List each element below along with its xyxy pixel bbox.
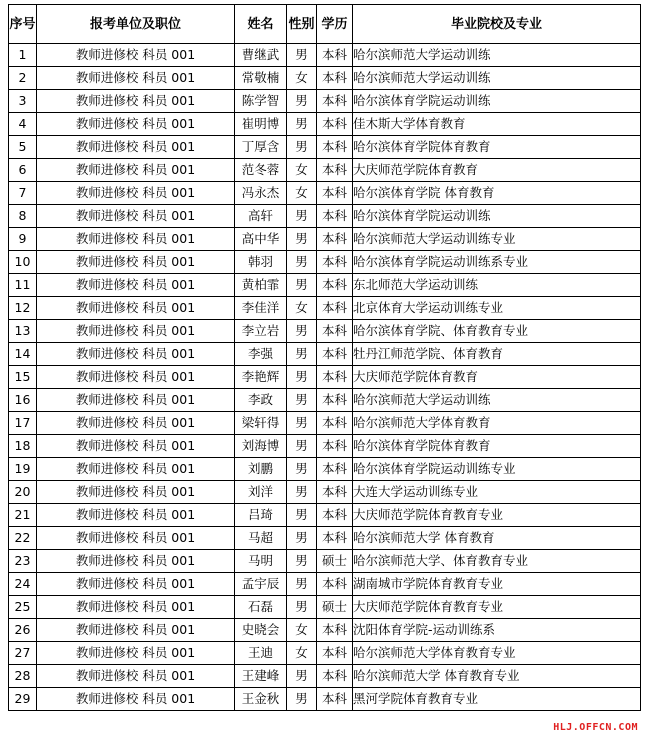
- cell-edu: 本科: [317, 274, 353, 297]
- table-row: [9, 504, 641, 527]
- cell-name: 冯永杰: [235, 182, 287, 205]
- table-row: [9, 67, 641, 90]
- cell-seq: 7: [9, 182, 37, 205]
- cell-edu: 本科: [317, 412, 353, 435]
- cell-gender: 女: [287, 297, 317, 320]
- cell-gender: 女: [287, 619, 317, 642]
- table-row: [9, 274, 641, 297]
- table-row: [9, 366, 641, 389]
- cell-unit: 教师进修校 科员 001: [37, 527, 235, 550]
- cell-school: 大庆师范学院体育教育专业: [353, 596, 641, 619]
- cell-seq: 21: [9, 504, 37, 527]
- cell-gender: 男: [287, 44, 317, 67]
- cell-seq: 12: [9, 297, 37, 320]
- table-row: [9, 665, 641, 688]
- cell-school: 哈尔滨师范大学体育教育专业: [353, 642, 641, 665]
- cell-school: 哈尔滨师范大学运动训练: [353, 67, 641, 90]
- cell-seq: 24: [9, 573, 37, 596]
- cell-school: 哈尔滨师范大学运动训练: [353, 389, 641, 412]
- cell-school: 哈尔滨体育学院、体育教育专业: [353, 320, 641, 343]
- cell-gender: 男: [287, 688, 317, 711]
- header-school: 毕业院校及专业: [353, 5, 641, 44]
- table-row: [9, 412, 641, 435]
- cell-gender: 男: [287, 573, 317, 596]
- cell-name: 王迪: [235, 642, 287, 665]
- cell-seq: 26: [9, 619, 37, 642]
- header-seq: 序号: [9, 5, 37, 44]
- cell-unit: 教师进修校 科员 001: [37, 251, 235, 274]
- cell-edu: 本科: [317, 527, 353, 550]
- table-row: [9, 343, 641, 366]
- cell-edu: 本科: [317, 159, 353, 182]
- cell-edu: 本科: [317, 297, 353, 320]
- site-watermark: HLJ.OFFCN.COM: [553, 722, 638, 733]
- table-row: [9, 481, 641, 504]
- table-row: [9, 205, 641, 228]
- cell-edu: 本科: [317, 665, 353, 688]
- cell-name: 李强: [235, 343, 287, 366]
- cell-school: 湖南城市学院体育教育专业: [353, 573, 641, 596]
- cell-gender: 男: [287, 366, 317, 389]
- cell-school: 沈阳体育学院-运动训练系: [353, 619, 641, 642]
- cell-name: 李艳辉: [235, 366, 287, 389]
- cell-school: 牡丹江师范学院、体育教育: [353, 343, 641, 366]
- cell-school: 大连大学运动训练专业: [353, 481, 641, 504]
- cell-seq: 4: [9, 113, 37, 136]
- cell-seq: 9: [9, 228, 37, 251]
- cell-school: 大庆师范学院体育教育专业: [353, 504, 641, 527]
- table-row: [9, 159, 641, 182]
- cell-edu: 本科: [317, 320, 353, 343]
- cell-name: 刘洋: [235, 481, 287, 504]
- cell-seq: 19: [9, 458, 37, 481]
- header-gender: 性别: [287, 5, 317, 44]
- table-row: [9, 389, 641, 412]
- cell-unit: 教师进修校 科员 001: [37, 159, 235, 182]
- cell-school: 哈尔滨体育学院运动训练系专业: [353, 251, 641, 274]
- cell-unit: 教师进修校 科员 001: [37, 136, 235, 159]
- cell-gender: 男: [287, 481, 317, 504]
- cell-edu: 本科: [317, 435, 353, 458]
- cell-gender: 男: [287, 320, 317, 343]
- cell-gender: 女: [287, 67, 317, 90]
- cell-unit: 教师进修校 科员 001: [37, 297, 235, 320]
- cell-seq: 11: [9, 274, 37, 297]
- cell-name: 刘海博: [235, 435, 287, 458]
- cell-unit: 教师进修校 科员 001: [37, 665, 235, 688]
- cell-unit: 教师进修校 科员 001: [37, 619, 235, 642]
- cell-name: 刘鹏: [235, 458, 287, 481]
- cell-seq: 29: [9, 688, 37, 711]
- cell-edu: 本科: [317, 366, 353, 389]
- cell-edu: 本科: [317, 251, 353, 274]
- cell-unit: 教师进修校 科员 001: [37, 90, 235, 113]
- header-name: 姓名: [235, 5, 287, 44]
- cell-name: 黄柏霏: [235, 274, 287, 297]
- cell-school: 佳木斯大学体育教育: [353, 113, 641, 136]
- cell-gender: 男: [287, 596, 317, 619]
- cell-edu: 本科: [317, 688, 353, 711]
- cell-name: 梁轩得: [235, 412, 287, 435]
- cell-seq: 5: [9, 136, 37, 159]
- cell-gender: 男: [287, 527, 317, 550]
- cell-name: 孟宇辰: [235, 573, 287, 596]
- cell-gender: 男: [287, 435, 317, 458]
- cell-gender: 男: [287, 136, 317, 159]
- cell-school: 哈尔滨师范大学、体育教育专业: [353, 550, 641, 573]
- cell-gender: 男: [287, 412, 317, 435]
- cell-school: 哈尔滨师范大学 体育教育: [353, 527, 641, 550]
- cell-edu: 本科: [317, 458, 353, 481]
- cell-name: 范冬蓉: [235, 159, 287, 182]
- cell-edu: 本科: [317, 182, 353, 205]
- cell-unit: 教师进修校 科员 001: [37, 435, 235, 458]
- cell-name: 王建峰: [235, 665, 287, 688]
- cell-gender: 男: [287, 665, 317, 688]
- cell-seq: 1: [9, 44, 37, 67]
- cell-edu: 本科: [317, 90, 353, 113]
- table-row: [9, 619, 641, 642]
- cell-school: 哈尔滨体育学院运动训练: [353, 90, 641, 113]
- cell-unit: 教师进修校 科员 001: [37, 550, 235, 573]
- cell-school: 大庆师范学院体育教育: [353, 159, 641, 182]
- cell-seq: 8: [9, 205, 37, 228]
- cell-name: 吕琦: [235, 504, 287, 527]
- cell-seq: 27: [9, 642, 37, 665]
- table-row: [9, 136, 641, 159]
- cell-edu: 本科: [317, 389, 353, 412]
- cell-seq: 25: [9, 596, 37, 619]
- cell-edu: 本科: [317, 113, 353, 136]
- cell-gender: 女: [287, 182, 317, 205]
- cell-school: 大庆师范学院体育教育: [353, 366, 641, 389]
- cell-school: 哈尔滨师范大学 体育教育专业: [353, 665, 641, 688]
- cell-school: 哈尔滨师范大学运动训练专业: [353, 228, 641, 251]
- table-row: [9, 688, 641, 711]
- cell-edu: 本科: [317, 504, 353, 527]
- cell-seq: 13: [9, 320, 37, 343]
- cell-gender: 男: [287, 205, 317, 228]
- cell-edu: 本科: [317, 573, 353, 596]
- cell-name: 高中华: [235, 228, 287, 251]
- cell-name: 李政: [235, 389, 287, 412]
- header-row: [9, 5, 641, 44]
- cell-school: 哈尔滨体育学院体育教育: [353, 435, 641, 458]
- cell-seq: 3: [9, 90, 37, 113]
- cell-gender: 男: [287, 90, 317, 113]
- cell-school: 哈尔滨体育学院运动训练: [353, 205, 641, 228]
- candidate-table: [8, 4, 641, 711]
- cell-unit: 教师进修校 科员 001: [37, 320, 235, 343]
- cell-school: 哈尔滨体育学院 体育教育: [353, 182, 641, 205]
- cell-unit: 教师进修校 科员 001: [37, 182, 235, 205]
- cell-unit: 教师进修校 科员 001: [37, 688, 235, 711]
- cell-name: 高轩: [235, 205, 287, 228]
- cell-gender: 男: [287, 458, 317, 481]
- cell-name: 李立岩: [235, 320, 287, 343]
- cell-unit: 教师进修校 科员 001: [37, 573, 235, 596]
- cell-gender: 男: [287, 274, 317, 297]
- cell-gender: 男: [287, 251, 317, 274]
- cell-gender: 男: [287, 504, 317, 527]
- cell-name: 丁厚含: [235, 136, 287, 159]
- cell-edu: 硕士: [317, 550, 353, 573]
- cell-unit: 教师进修校 科员 001: [37, 366, 235, 389]
- cell-edu: 本科: [317, 642, 353, 665]
- cell-name: 陈学智: [235, 90, 287, 113]
- cell-name: 李佳洋: [235, 297, 287, 320]
- cell-gender: 女: [287, 159, 317, 182]
- cell-unit: 教师进修校 科员 001: [37, 596, 235, 619]
- cell-gender: 男: [287, 113, 317, 136]
- cell-seq: 28: [9, 665, 37, 688]
- cell-name: 韩羽: [235, 251, 287, 274]
- cell-gender: 男: [287, 228, 317, 251]
- cell-name: 马明: [235, 550, 287, 573]
- cell-unit: 教师进修校 科员 001: [37, 458, 235, 481]
- cell-unit: 教师进修校 科员 001: [37, 389, 235, 412]
- cell-edu: 本科: [317, 343, 353, 366]
- cell-seq: 22: [9, 527, 37, 550]
- cell-seq: 16: [9, 389, 37, 412]
- table-row: [9, 596, 641, 619]
- cell-gender: 男: [287, 389, 317, 412]
- cell-unit: 教师进修校 科员 001: [37, 481, 235, 504]
- cell-edu: 本科: [317, 205, 353, 228]
- cell-unit: 教师进修校 科员 001: [37, 67, 235, 90]
- cell-name: 马超: [235, 527, 287, 550]
- cell-seq: 14: [9, 343, 37, 366]
- cell-gender: 男: [287, 343, 317, 366]
- table-row: [9, 297, 641, 320]
- table-row: [9, 113, 641, 136]
- cell-name: 史晓会: [235, 619, 287, 642]
- cell-school: 北京体育大学运动训练专业: [353, 297, 641, 320]
- cell-school: 黑河学院体育教育专业: [353, 688, 641, 711]
- cell-school: 哈尔滨体育学院运动训练专业: [353, 458, 641, 481]
- header-edu: 学历: [317, 5, 353, 44]
- cell-school: 哈尔滨师范大学运动训练: [353, 44, 641, 67]
- cell-edu: 本科: [317, 481, 353, 504]
- cell-edu: 本科: [317, 67, 353, 90]
- cell-unit: 教师进修校 科员 001: [37, 504, 235, 527]
- cell-school: 东北师范大学运动训练: [353, 274, 641, 297]
- cell-gender: 男: [287, 550, 317, 573]
- cell-name: 王金秋: [235, 688, 287, 711]
- cell-unit: 教师进修校 科员 001: [37, 274, 235, 297]
- header-unit: 报考单位及职位: [37, 5, 235, 44]
- cell-unit: 教师进修校 科员 001: [37, 343, 235, 366]
- cell-unit: 教师进修校 科员 001: [37, 412, 235, 435]
- table-row: [9, 228, 641, 251]
- cell-unit: 教师进修校 科员 001: [37, 113, 235, 136]
- table-row: [9, 573, 641, 596]
- cell-seq: 15: [9, 366, 37, 389]
- table-row: [9, 90, 641, 113]
- cell-name: 常敬楠: [235, 67, 287, 90]
- cell-seq: 18: [9, 435, 37, 458]
- cell-seq: 6: [9, 159, 37, 182]
- table-row: [9, 642, 641, 665]
- cell-edu: 本科: [317, 44, 353, 67]
- table-row: [9, 182, 641, 205]
- cell-unit: 教师进修校 科员 001: [37, 228, 235, 251]
- cell-unit: 教师进修校 科员 001: [37, 44, 235, 67]
- cell-seq: 23: [9, 550, 37, 573]
- cell-edu: 本科: [317, 136, 353, 159]
- table-row: [9, 527, 641, 550]
- cell-edu: 硕士: [317, 596, 353, 619]
- table-row: [9, 320, 641, 343]
- cell-unit: 教师进修校 科员 001: [37, 642, 235, 665]
- cell-seq: 2: [9, 67, 37, 90]
- cell-school: 哈尔滨师范大学体育教育: [353, 412, 641, 435]
- cell-school: 哈尔滨体育学院体育教育: [353, 136, 641, 159]
- cell-name: 曹继武: [235, 44, 287, 67]
- cell-edu: 本科: [317, 228, 353, 251]
- table-row: [9, 251, 641, 274]
- cell-gender: 女: [287, 642, 317, 665]
- cell-name: 崔明博: [235, 113, 287, 136]
- table-row: [9, 550, 641, 573]
- table-row: [9, 435, 641, 458]
- table-row: [9, 458, 641, 481]
- table-row: [9, 44, 641, 67]
- cell-seq: 17: [9, 412, 37, 435]
- cell-seq: 20: [9, 481, 37, 504]
- cell-unit: 教师进修校 科员 001: [37, 205, 235, 228]
- cell-seq: 10: [9, 251, 37, 274]
- cell-name: 石磊: [235, 596, 287, 619]
- cell-edu: 本科: [317, 619, 353, 642]
